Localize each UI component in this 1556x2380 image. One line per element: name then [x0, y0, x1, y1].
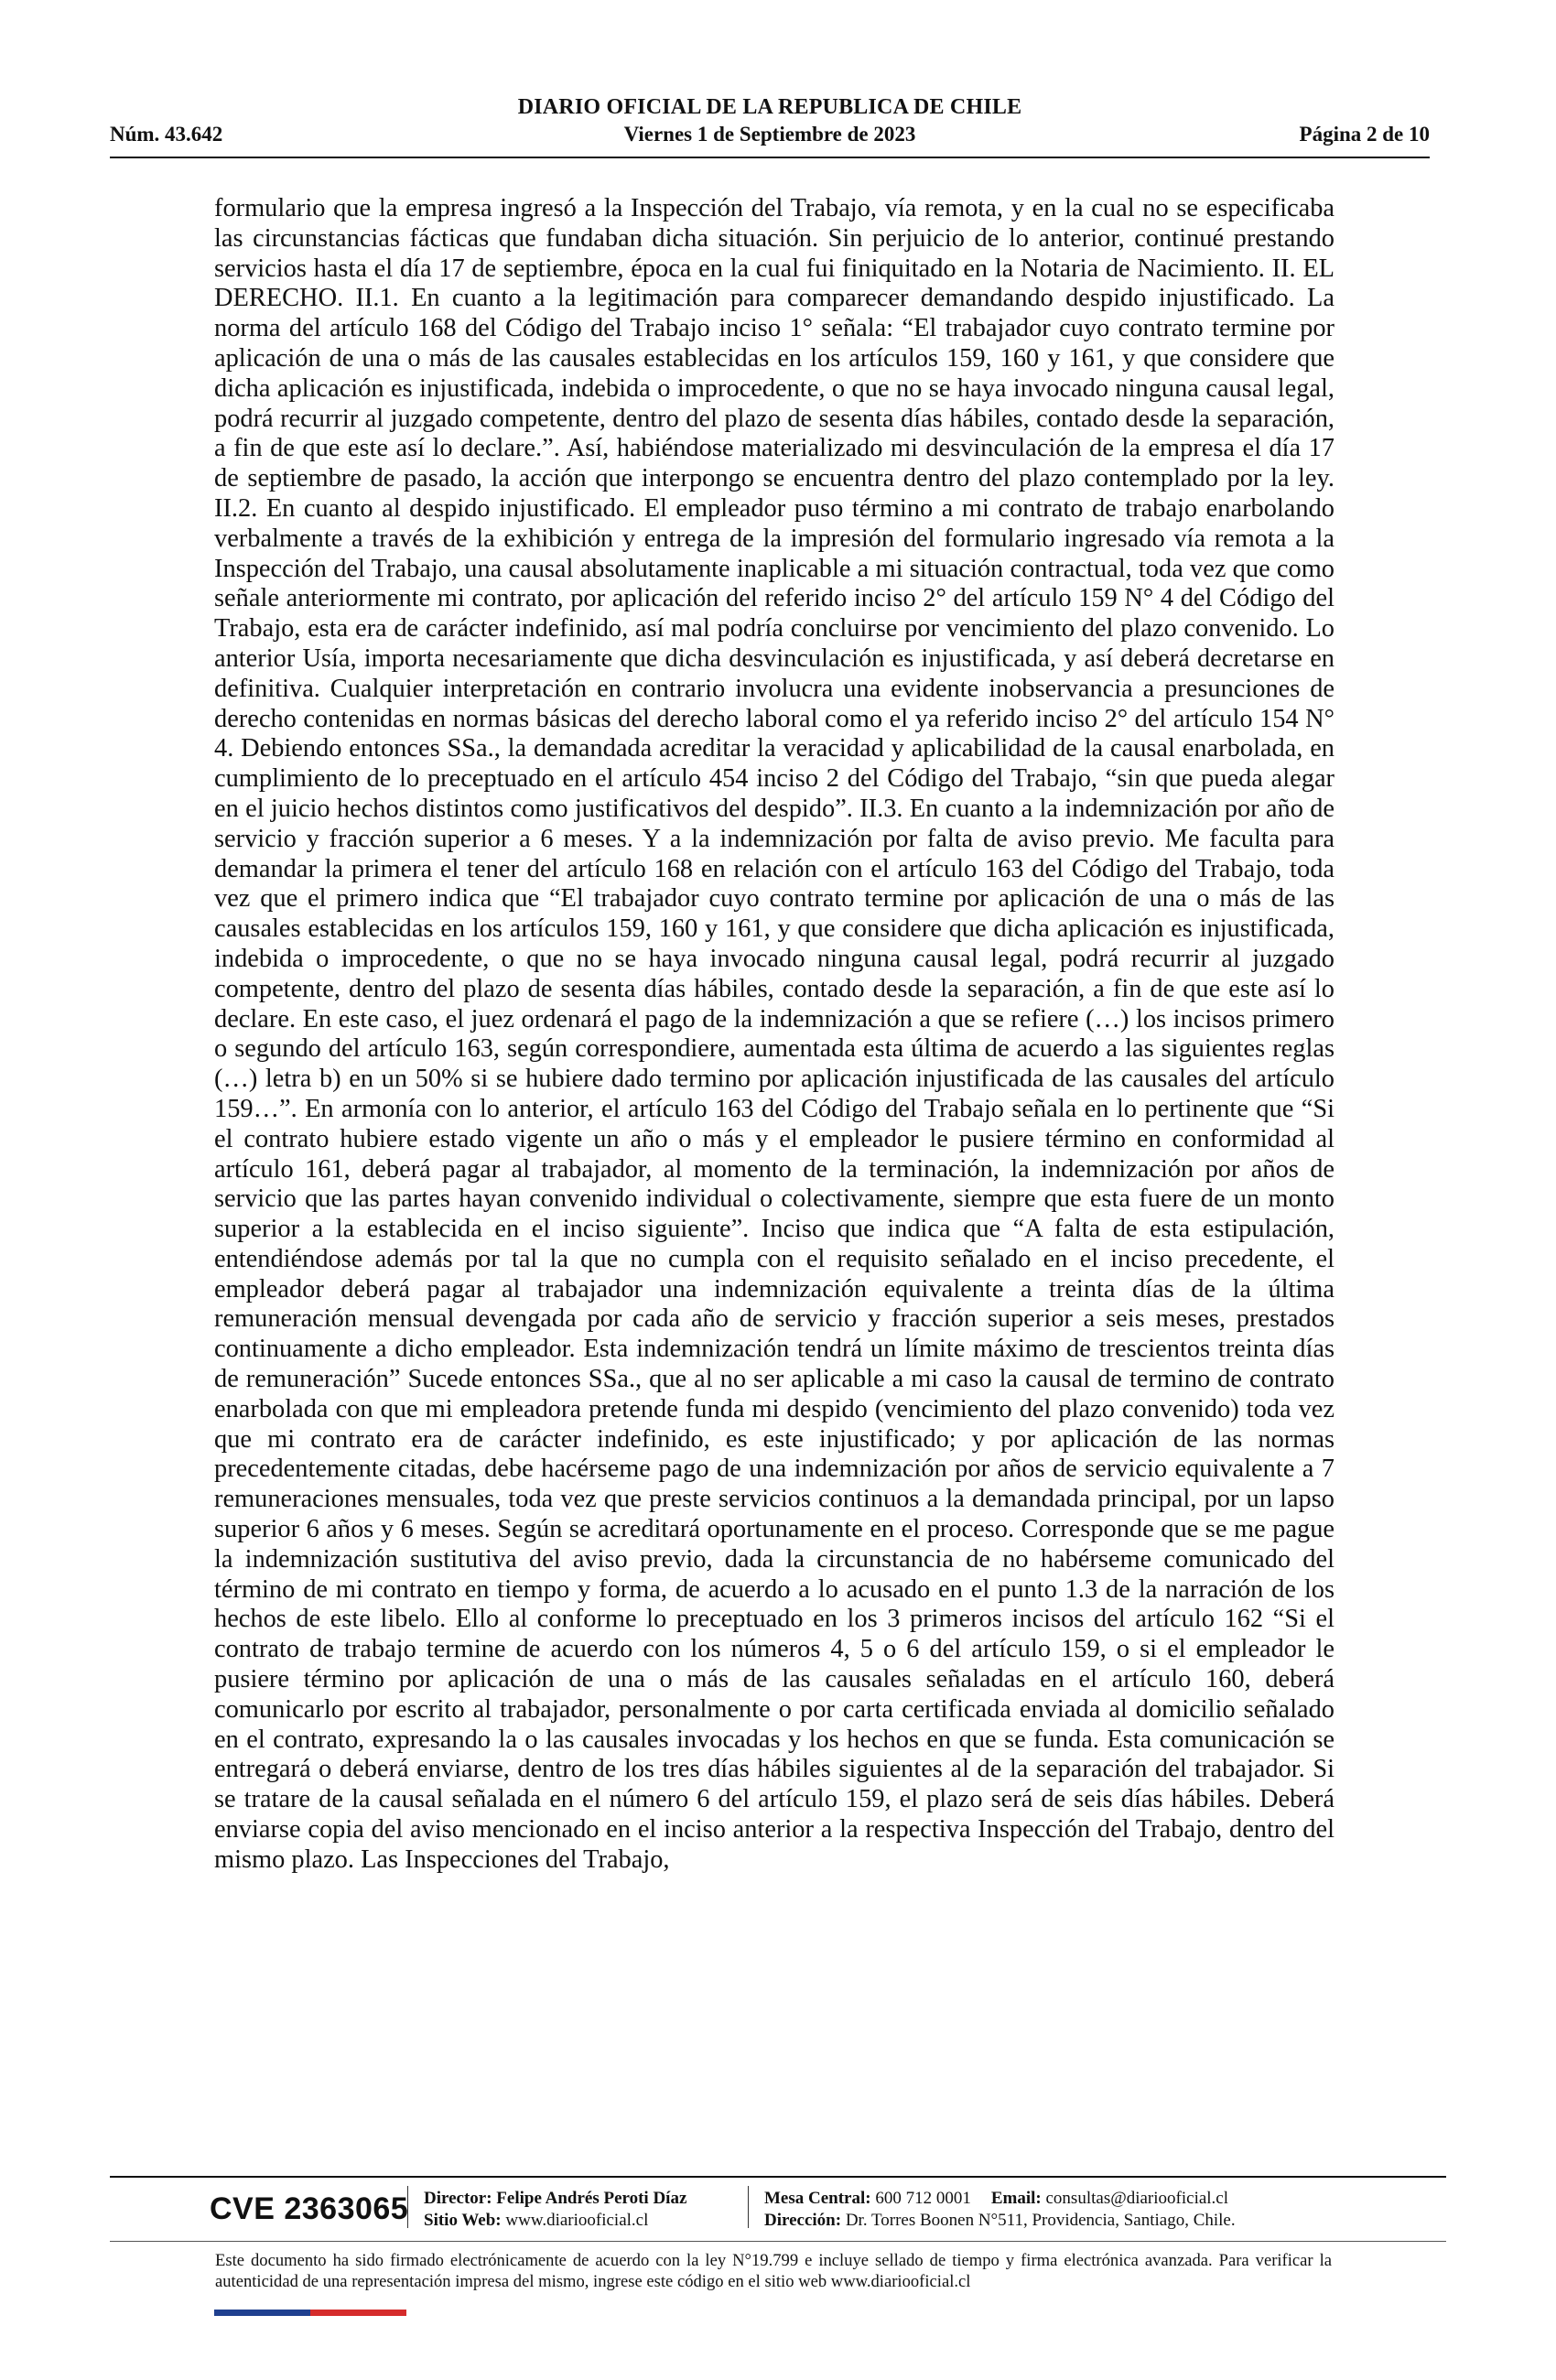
publication-title: DIARIO OFICIAL DE LA REPUBLICA DE CHILE	[517, 95, 1022, 119]
flag-blue-segment	[214, 2310, 310, 2316]
page-header	[110, 92, 1430, 156]
email-link[interactable]: consultas@diariooficial.cl	[1045, 2189, 1229, 2208]
footer-separator	[407, 2186, 408, 2228]
legal-notice: Este documento ha sido firmado electrónicamente de acuerdo con la ley N°19.799 e incluye sellado de tiempo y firma electrónica avanzada. Para verificar la autenticidad de una representación impresa del mismo, ingrese este código en el sitio web www.diariooficial.cl	[215, 2251, 1332, 2291]
footer-divider-thin	[110, 2241, 1446, 2242]
footer-divider	[110, 2176, 1446, 2178]
issue-date: Viernes 1 de Septiembre de 2023	[623, 123, 916, 146]
phone-value: 600 712 0001	[875, 2189, 971, 2208]
header-divider	[110, 157, 1430, 158]
footer-director-block	[424, 2188, 686, 2232]
flag-color-bar	[214, 2310, 406, 2316]
footer-contact-block	[764, 2188, 1236, 2232]
director-name: Felipe Andrés Peroti Díaz	[496, 2189, 687, 2208]
cve-code: CVE 2363065	[210, 2191, 409, 2226]
footer-separator	[748, 2186, 749, 2228]
website-link[interactable]: www.diariooficial.cl	[505, 2211, 649, 2230]
issue-number: Núm. 43.642	[110, 123, 223, 146]
website-label: Sitio Web:	[424, 2211, 502, 2230]
director-label: Director:	[424, 2189, 492, 2208]
document-body	[214, 194, 1334, 1876]
body-paragraph: formulario que la empresa ingresó a la Inspección del Trabajo, vía remota, y en la cual no se especificaba las circunstancias fácticas que fundaban dicha situación. Sin perjuicio de lo anterior, continué prestando servicios hasta el día 17 de septiembre, época en la cual fui finiquitado en la Notaria de Nacimiento. II. EL DERECHO. II.1. En cuanto a la legitimación para comparecer demandando despido injustificado. La norma del artículo 168 del Código del Trabajo inciso 1° señala: “El trabajador cuyo contrato termine por aplicación de una o más de las causales establecidas en los artículos 159, 160 y 161, y que considere que dicha aplicación es injustificada, indebida o improcedente, o que no se haya invocado ninguna causal legal, podrá recurrir al juzgado competente, dentro del plazo de sesenta días hábiles, contado desde la separación, a fin de que este así lo declare.”. Así, habiéndose materializado mi desvinculación de la empresa el día 17 de septiembre de pasado, la acción que interpongo se encuentra dentro del plazo contemplado por la ley. II.2. En cuanto al despido injustificado. El empleador puso término a mi contrato de trabajo enarbolando verbalmente a través de la exhibición y entrega de la impresión del formulario ingresado vía remota a la Inspección del Trabajo, una causal absolutamente inaplicable a mi situación contractual, toda vez que como señale anteriormente mi contrato, por aplicación del referido inciso 2° del artículo 159 N° 4 del Código del Trabajo, esta era de carácter indefinido, así mal podría concluirse por vencimiento del plazo convenido. Lo anterior Usía, importa necesariamente que dicha desvinculación es injustificada, y así deberá decretarse en definitiva. Cualquier interpretación en contrario involucra una evidente inobservancia a presunciones de derecho contenidas en normas básicas del derecho laboral como el ya referido inciso 2° del artículo 154 N° 4. Debiendo entonces SSa., la demandada acreditar la veracidad y aplicabilidad de la causal enarbolada, en cumplimiento de lo preceptuado en el artículo 454 inciso 2 del Código del Trabajo, “sin que pueda alegar en el juicio hechos distintos como justificativos del despido”. II.3. En cuanto a la indemnización por año de servicio y fracción superior a 6 meses. Y a la indemnización por falta de aviso previo. Me faculta para demandar la primera el tener del artículo 168 en relación con el artículo 163 del Código del Trabajo, toda vez que el primero indica que “El trabajador cuyo contrato termine por aplicación de una o más de las causales establecidas en los artículos 159, 160 y 161, y que considere que dicha aplicación es injustificada, indebida o improcedente, o que no se haya invocado ninguna causal legal, podrá recurrir al juzgado competente, dentro del plazo de sesenta días hábiles, contado desde la separación, a fin de que este así lo declare. En este caso, el juez ordenará el pago de la indemnización a que se refiere (…) los incisos primero o segundo del artículo 163, según correspondiere, aumentada esta última de acuerdo a las siguientes reglas (…) letra b) en un 50% si se hubiere dado termino por aplicación injustificada de las causales del artículo 159…”. En armonía con lo anterior, el artículo 163 del Código del Trabajo señala en lo pertinente que “Si el contrato hubiere estado vigente un año o más y el empleador le pusiere término en conformidad al artículo 161, deberá pagar al trabajador, al momento de la terminación, la indemnización por años de servicio que las partes hayan convenido individual o colectivamente, siempre que esta fuere de un monto superior a la establecida en el inciso siguiente”. Inciso que indica que “A falta de esta estipulación, entendiéndose además por tal la que no cumpla con el requisito señalado en el inciso precedente, el empleador deberá pagar al trabajador una indemnización equivalente a treinta días de la última remuneración mensual devengada por cada año de servicio y fracción superior a seis meses, prestados continuamente a dicho empleador. Esta indemnización tendrá un límite máximo de trescientos treinta días de remuneración” Sucede entonces SSa., que al no ser aplicable a mi caso la causal de termino de contrato enarbolada con que mi empleadora pretende funda mi despido (vencimiento del plazo convenido) toda vez que mi contrato era de carácter indefinido, es este injustificado; y por aplicación de las normas precedentemente citadas, debe hacérseme pago de una indemnización por años de servicio equivalente a 7 remuneraciones mensuales, toda vez que preste servicios continuos a la demandada principal, por un lapso superior 6 años y 6 meses. Según se acreditará oportunamente en el proceso. Corresponde que se me pague la indemnización sustitutiva del aviso previo, dada la circunstancia de no habérseme comunicado del término de mi contrato en tiempo y forma, de acuerdo a lo acusado en el punto 1.3 de la narración de los hechos de este libelo. Ello al conforme lo preceptuado en los 3 primeros incisos del artículo 162 “Si el contrato de trabajo termine de acuerdo con los números 4, 5 o 6 del artículo 159, o si el empleador le pusiere término por aplicación de una o más de las causales señaladas en el artículo 160, deberá comunicarlo por escrito al trabajador, personalmente o por carta certificada enviada al domicilio señalado en el contrato, expresando la o las causales invocadas y los hechos en que se funda. Esta comunicación se entregará o deberá enviarse, dentro de los tres días hábiles siguientes al de la separación del trabajador. Si se tratare de la causal señalada en el número 6 del artículo 159, el plazo será de seis días hábiles. Deberá enviarse copia del aviso mencionado en el inciso anterior a la respectiva Inspección del Trabajo, dentro del mismo plazo. Las Inspecciones del Trabajo,	[214, 194, 1334, 1874]
flag-red-segment	[310, 2310, 406, 2316]
address-label: Dirección:	[764, 2211, 842, 2230]
phone-label: Mesa Central:	[764, 2189, 871, 2208]
page-indicator: Página 2 de 10	[1299, 123, 1430, 146]
footer	[188, 2180, 1368, 2234]
address-value: Dr. Torres Boonen N°511, Providencia, Santiago, Chile.	[845, 2211, 1236, 2230]
email-label: Email:	[990, 2189, 1042, 2208]
